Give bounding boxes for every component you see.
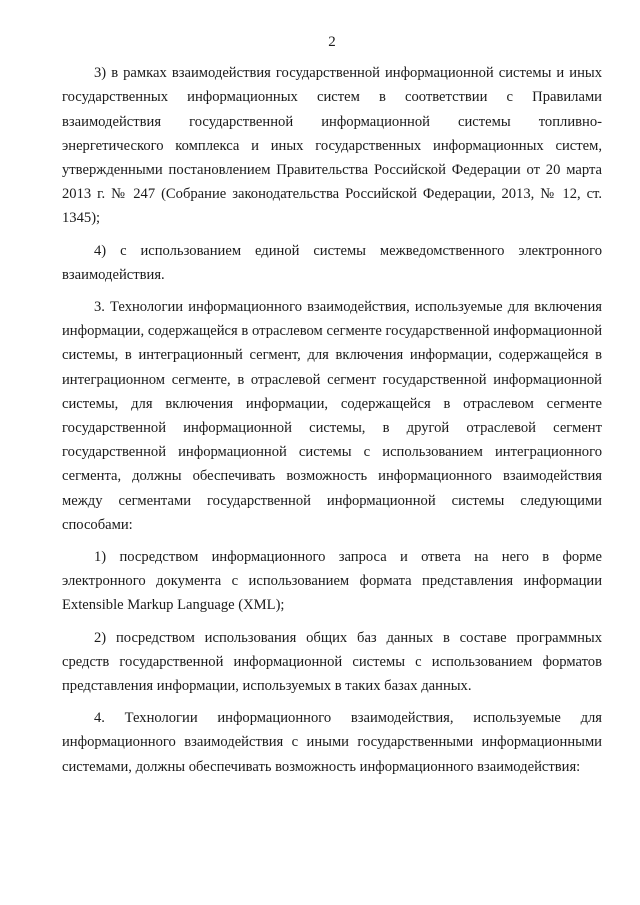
paragraph-item-2-shared-databases: 2) посредством использования общих баз данных в составе программных средств государственной информационной системы с использованием форматов представления информации, используемых в таких базах данных. xyxy=(62,629,602,695)
page-number: 2 xyxy=(328,34,336,50)
paragraph-section-3-technologies: 3. Технологии информационного взаимодействия, используемые для включения информации, содержащейся в отраслевом сегменте государственной информационной системы, в интеграционный сегмент, для включения информации, содержащейся в интеграционном сегменте, в отраслевой сегмент государственной информационной системы, для включения информации, содержащейся в отраслевом сегменте государственной информационной системы, в другой отраслевой сегмент государственной информационной системы с использованием интеграционного сегмента, должны обеспечивать возможность информационного взаимодействия между сегментами государственной информационной системы следующими способами: xyxy=(62,299,602,533)
paragraph-section-4-technologies: 4. Технологии информационного взаимодействия, используемые для информационного взаимодействия с иными государственными информационными системами, должны обеспечивать возможность информационного взаимодействия: xyxy=(62,710,602,775)
paragraph-item-1-xml-request: 1) посредством информационного запроса и ответа на него в форме электронного документа с использованием формата представления информации Extensible Markup Language (XML); xyxy=(62,549,602,614)
paragraph-item-4-interdepartmental-system: 4) с использованием единой системы межведомственного электронного взаимодействия. xyxy=(62,242,602,283)
paragraph-item-3-interaction-rules: 3) в рамках взаимодействия государственной информационной системы и иных государственных информационных систем в соответствии с Правилами взаимодействия государственной информационной системы топливно-энергетического комплекса и иных государственных информационных систем, утвержденными постановлением Правительства Российской Федерации от 20 марта 2013 г. № 247 (Собрание законодательства Российской Федерации, 2013, № 12, ст. 1345); xyxy=(62,65,602,227)
